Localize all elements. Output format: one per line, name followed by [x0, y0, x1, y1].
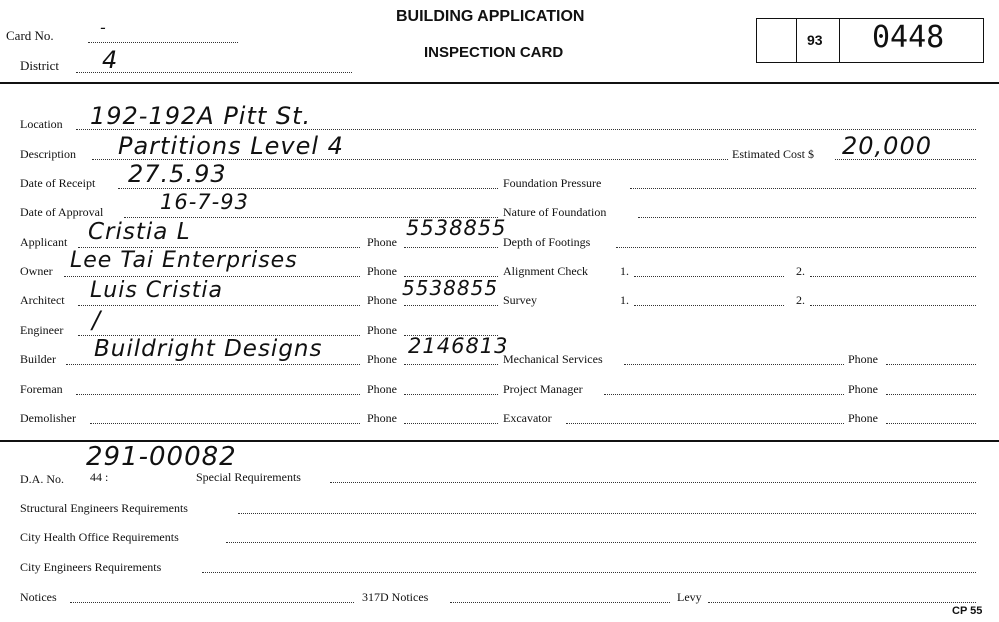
levy-label: Levy — [677, 590, 702, 604]
structural-engineers-label: Structural Engineers Requirements — [20, 501, 188, 515]
foundation-pressure-line — [630, 188, 976, 189]
engineer-phone-label: Phone — [367, 323, 397, 337]
card-number-value: 0448 — [872, 20, 945, 55]
card-no-label: Card No. — [6, 28, 54, 43]
notices-label: Notices — [20, 590, 57, 604]
excavator-label: Excavator — [503, 411, 552, 425]
city-health-label: City Health Office Requirements — [20, 530, 179, 544]
architect-phone-line — [404, 305, 498, 306]
owner-label: Owner — [20, 264, 53, 278]
survey-1-label: 1. — [620, 293, 629, 307]
notices-line — [70, 602, 354, 603]
special-requirements-line — [330, 482, 976, 483]
mechanical-phone-label: Phone — [848, 352, 878, 366]
demolisher-phone-label: Phone — [367, 411, 397, 425]
alignment-2-line — [810, 276, 976, 277]
builder-line — [66, 364, 360, 365]
survey-1-line — [634, 305, 784, 306]
architect-phone-label: Phone — [367, 293, 397, 307]
estimated-cost-label: Estimated Cost $ — [732, 147, 814, 161]
excavator-line — [566, 423, 844, 424]
special-requirements-label: Special Requirements — [196, 470, 301, 484]
header-divider — [0, 82, 999, 84]
engineer-value: / — [92, 306, 102, 334]
form-title-line1: BUILDING APPLICATION — [396, 8, 585, 25]
applicant-phone-value: 5538855 — [406, 216, 507, 240]
district-label: District — [20, 58, 59, 73]
foreman-label: Foreman — [20, 382, 63, 396]
form-code: CP 55 — [952, 605, 983, 617]
da-number-prefix: 44 : — [90, 470, 109, 484]
architect-phone-value: 5538855 — [402, 276, 499, 300]
project-manager-line — [604, 394, 844, 395]
excavator-phone-label: Phone — [848, 411, 878, 425]
survey-label: Survey — [503, 293, 537, 307]
builder-phone-line — [404, 364, 498, 365]
date-approval-value: 16-7-93 — [160, 190, 249, 214]
engineer-label: Engineer — [20, 323, 64, 337]
foreman-line — [76, 394, 360, 395]
survey-2-label: 2. — [796, 293, 805, 307]
structural-engineers-line — [238, 513, 976, 514]
depth-footings-label: Depth of Footings — [503, 235, 591, 249]
architect-value: Luis Cristia — [90, 278, 223, 303]
excavator-phone-line — [886, 423, 976, 424]
mechanical-services-label: Mechanical Services — [503, 352, 603, 366]
mechanical-phone-line — [886, 364, 976, 365]
city-health-line — [226, 542, 976, 543]
levy-line — [708, 602, 976, 603]
applicant-phone-label: Phone — [367, 235, 397, 249]
year-value: 93 — [807, 32, 823, 48]
demolisher-line — [90, 423, 360, 424]
alignment-1-line — [634, 276, 784, 277]
depth-footings-line — [616, 247, 976, 248]
estimated-cost-value: 20,000 — [842, 132, 932, 160]
builder-phone-label: Phone — [367, 352, 397, 366]
survey-2-line — [810, 305, 976, 306]
notices-317d-line — [450, 602, 670, 603]
owner-line — [64, 276, 360, 277]
builder-value: Buildright Designs — [94, 336, 323, 362]
project-manager-phone-label: Phone — [848, 382, 878, 396]
card-no-line — [88, 42, 238, 43]
da-number-label: D.A. No. — [20, 472, 64, 486]
architect-label: Architect — [20, 293, 65, 307]
nature-foundation-label: Nature of Foundation — [503, 205, 607, 219]
district-value: 4 — [102, 46, 119, 74]
project-manager-label: Project Manager — [503, 382, 583, 396]
demolisher-phone-line — [404, 423, 498, 424]
date-approval-label: Date of Approval — [20, 205, 104, 219]
alignment-check-label: Alignment Check — [503, 264, 588, 278]
project-manager-phone-line — [886, 394, 976, 395]
builder-label: Builder — [20, 352, 56, 366]
alignment-2-label: 2. — [796, 264, 805, 278]
mechanical-services-line — [624, 364, 844, 365]
da-number-value: 291-00082 — [86, 442, 237, 472]
foreman-phone-line — [404, 394, 498, 395]
nature-foundation-line — [638, 217, 976, 218]
description-label: Description — [20, 147, 76, 161]
demolisher-label: Demolisher — [20, 411, 76, 425]
location-label: Location — [20, 117, 63, 131]
applicant-phone-line — [404, 247, 498, 248]
card-no-value: - — [100, 18, 107, 37]
date-receipt-value: 27.5.93 — [128, 160, 227, 188]
applicant-value: Cristia L — [88, 219, 191, 245]
foreman-phone-label: Phone — [367, 382, 397, 396]
city-engineers-line — [202, 572, 976, 573]
card-number-box — [756, 18, 984, 63]
owner-value: Lee Tai Enterprises — [70, 248, 298, 273]
form-title-line2: INSPECTION CARD — [424, 44, 564, 61]
applicant-label: Applicant — [20, 235, 68, 249]
alignment-1-label: 1. — [620, 264, 629, 278]
foundation-pressure-label: Foundation Pressure — [503, 176, 602, 190]
date-receipt-label: Date of Receipt — [20, 176, 96, 190]
date-receipt-line — [118, 188, 498, 189]
notices-317d-label: 317D Notices — [362, 590, 429, 604]
owner-phone-label: Phone — [367, 264, 397, 278]
description-value: Partitions Level 4 — [118, 132, 344, 160]
location-value: 192-192A Pitt St. — [90, 102, 312, 130]
builder-phone-value: 2146813 — [408, 334, 509, 358]
city-engineers-label: City Engineers Requirements — [20, 560, 162, 574]
architect-line — [78, 305, 360, 306]
